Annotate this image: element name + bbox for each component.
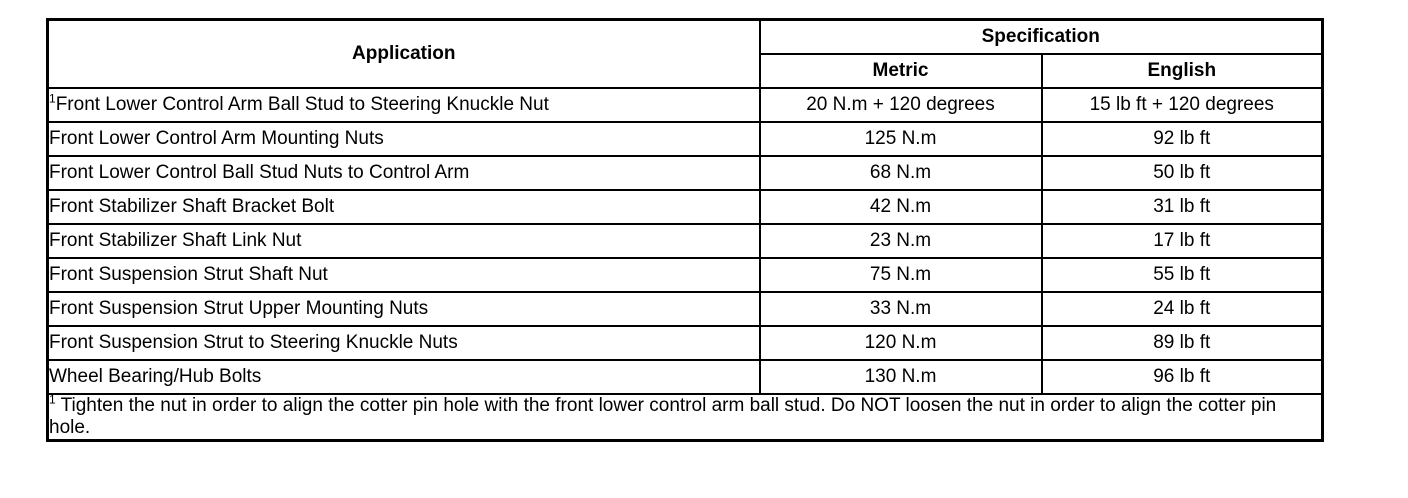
metric-cell: 20 N.m + 120 degrees — [760, 88, 1042, 122]
english-cell: 50 lb ft — [1042, 156, 1323, 190]
metric-cell: 130 N.m — [760, 360, 1042, 394]
table-row — [48, 88, 1323, 122]
application-cell: Wheel Bearing/Hub Bolts — [48, 360, 760, 394]
english-cell: 17 lb ft — [1042, 224, 1323, 258]
english-header: English — [1042, 54, 1323, 88]
table-row — [48, 224, 1323, 258]
application-cell: $^1$Front Lower Control Arm Ball Stud to Steering Knuckle Nut — [48, 88, 760, 122]
application-cell: Front Stabilizer Shaft Link Nut — [48, 224, 760, 258]
metric-cell: 33 N.m — [760, 292, 1042, 326]
application-cell: Front Suspension Strut Upper Mounting Nuts — [48, 292, 760, 326]
metric-cell: 23 N.m — [760, 224, 1042, 258]
table-row — [48, 122, 1323, 156]
english-cell: 31 lb ft — [1042, 190, 1323, 224]
torque-spec-table — [46, 18, 1324, 442]
english-cell: 24 lb ft — [1042, 292, 1323, 326]
application-cell: Front Suspension Strut Shaft Nut — [48, 258, 760, 292]
footnote-row — [48, 394, 1323, 441]
english-cell: 92 lb ft — [1042, 122, 1323, 156]
metric-cell: 68 N.m — [760, 156, 1042, 190]
application-cell: Front Stabilizer Shaft Bracket Bolt — [48, 190, 760, 224]
footnote-text: Tighten the nut in order to align the cotter pin hole with the front lower control arm ball stud. Do NOT loosen the nut in order to align the cotter pin hole. — [49, 395, 1277, 438]
metric-cell: 120 N.m — [760, 326, 1042, 360]
application-cell: Front Lower Control Ball Stud Nuts to Control Arm — [48, 156, 760, 190]
table-row — [48, 190, 1323, 224]
footnote-cell — [48, 394, 1323, 441]
application-cell: Front Suspension Strut to Steering Knuckle Nuts — [48, 326, 760, 360]
specification-header: Specification — [760, 20, 1323, 55]
footnote-mark: 1 — [49, 91, 56, 106]
table-row — [48, 292, 1323, 326]
metric-header: Metric — [760, 54, 1042, 88]
footnote-mark: 1 — [49, 392, 56, 407]
application-header: Application — [48, 20, 760, 89]
application-cell: Front Lower Control Arm Mounting Nuts — [48, 122, 760, 156]
english-cell: 55 lb ft — [1042, 258, 1323, 292]
metric-cell: 42 N.m — [760, 190, 1042, 224]
header-row-top — [48, 20, 1323, 55]
metric-cell: 125 N.m — [760, 122, 1042, 156]
table-row — [48, 258, 1323, 292]
english-cell: 15 lb ft + 120 degrees — [1042, 88, 1323, 122]
table-row — [48, 156, 1323, 190]
metric-cell: 75 N.m — [760, 258, 1042, 292]
english-cell: 89 lb ft — [1042, 326, 1323, 360]
table-row — [48, 326, 1323, 360]
table-row — [48, 360, 1323, 394]
english-cell: 96 lb ft — [1042, 360, 1323, 394]
